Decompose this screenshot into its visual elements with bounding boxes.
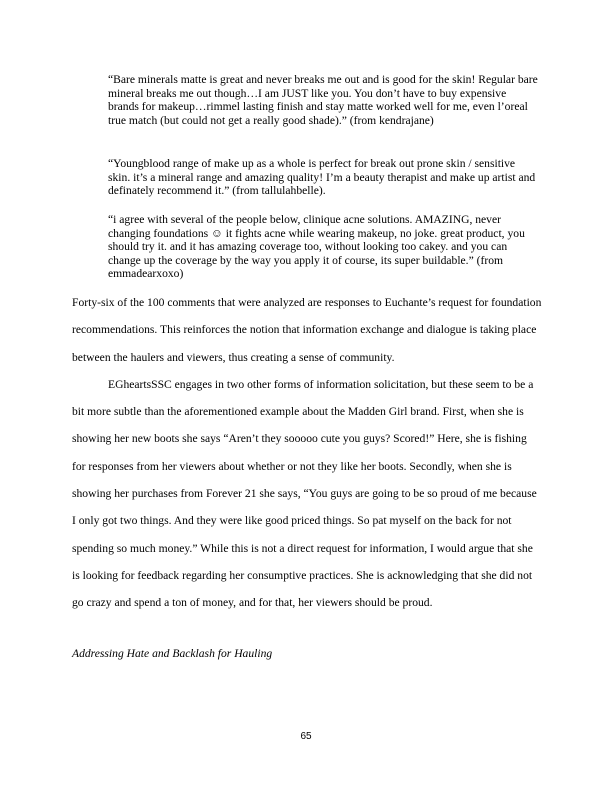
paragraph-foundation-comments: Forty-six of the 100 comments that were analyzed are responses to Euchante’s request for foundation recommendations. This reinforces the notion that information exchange and dialogue is taking place between the haulers and viewers, thus creating a sense of community. <box>72 296 542 364</box>
block-quote-kendrajane: “Bare minerals matte is great and never breaks me out and is good for the skin! Regular bare mineral breaks me out though…I am JUST like you. You don’t have to buy expensive brands for makeup…rimmel lasting finish and stay matte worked well for me, even l’oreal true match (but could not get a really good shade).” (from kendrajane) <box>108 73 538 127</box>
block-quote-emmadearxoxo: “i agree with several of the people below, clinique acne solutions. AMAZING, never changing foundations ☺ it fights acne while wearing makeup, no joke. great product, you should try it. and it has amazing coverage too, without looking too cakey. and you can change up the coverage by the way you apply it of course, its super buildable.” (from emmadearxoxo) <box>108 213 525 281</box>
section-subheading: Addressing Hate and Backlash for Hauling <box>72 647 273 660</box>
page-number: 65 <box>300 731 312 742</box>
block-quote-tallulahbelle: “Youngblood range of make up as a whole is perfect for break out prone skin / sensitive skin. it’s a mineral range and amazing quality! I’m a beauty therapist and make up artist and definately recommend it.” (from tallulahbelle). <box>108 157 536 198</box>
body-text <box>72 289 542 617</box>
paragraph-information-solicitation: EGheartsSSC engages in two other forms of information solicitation, but these seem to be a bit more subtle than the aforementioned example about the Madden Girl brand. First, when she is showing her new boots she says “Aren’t they sooooo cute you guys? Scored!” Here, she is fishing for responses from her viewers about whether or not they like her boots. Secondly, when she is showing her purchases from Forever 21 she says, “You guys are going to be so proud of me because I only got two things. And they were like good priced things. So pat myself on the back for not spending so much money.” While this is not a direct request for information, I would argue that she is looking for feedback regarding her consumptive practices. She is acknowledging that she did not go crazy and spend a ton of money, and for that, her viewers should be proud. <box>72 377 537 610</box>
